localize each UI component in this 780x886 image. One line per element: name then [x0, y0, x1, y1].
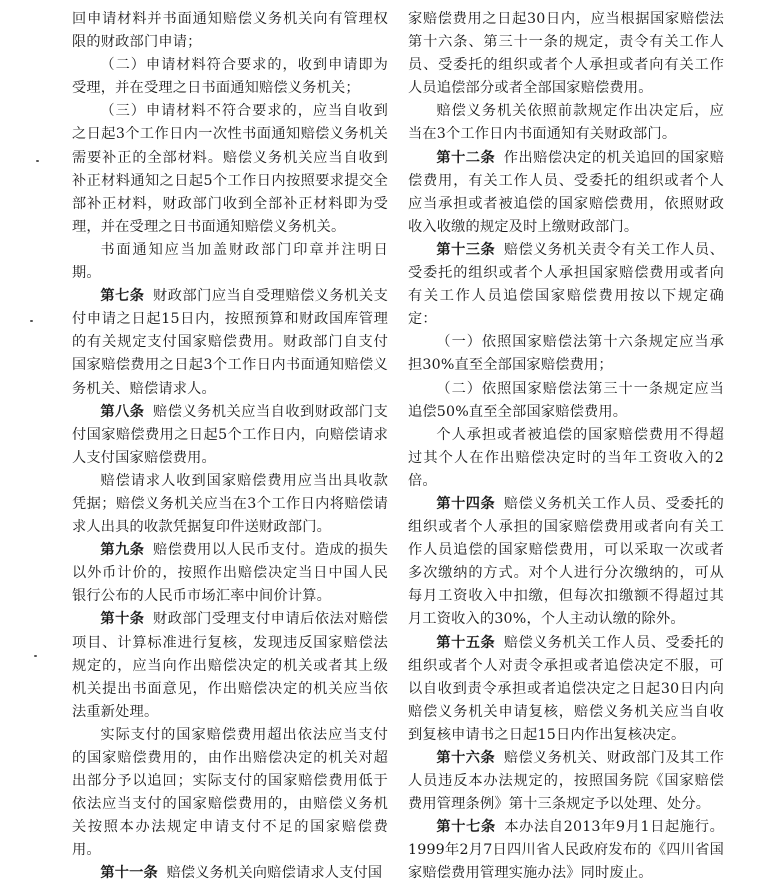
paragraph-text: 本办法自2013年9月1日起施行。1999年2月7日四川省人民政府发布的《四川省国家赔偿费用管理实施办法》同时废止。 — [408, 819, 724, 882]
article-number: 第七条 — [100, 288, 145, 305]
article-paragraph — [72, 285, 388, 400]
paragraph — [72, 724, 388, 863]
paragraph-text: 个人承担或者被追偿的国家赔偿费用不得超过其个人在作出赔偿决定时的当年工资收入的2倍。 — [408, 426, 724, 489]
paragraph — [72, 8, 388, 54]
paragraph — [408, 331, 724, 377]
paragraph-text: （三）申请材料不符合要求的，应当自收到之日起3个工作日内一次性书面通知赔偿义务机关需要补正的全部材料。赔偿义务机关应当自收到补正材料通知之日起5个工作日内按照要求提交全部补正材料，财政部门收到全部补正材料即为受理，并在受理之日书面通知赔偿义务机关。 — [72, 103, 388, 235]
paragraph-text: 作出赔偿决定的机关追回的国家赔偿费用，有关工作人员、受委托的组织或者个人应当承担或者被追偿的国家赔偿费用，依照财政收入收缴的规定及时上缴财政部门。 — [408, 149, 724, 235]
paragraph-text: 回申请材料并书面通知赔偿义务机关向有管理权限的财政部门申请； — [72, 11, 388, 51]
article-paragraph — [408, 239, 724, 331]
paragraph-text: 赔偿义务机关应当自收到财政部门支付国家赔偿费用之日起5个工作日内，向赔偿请求人支付国家赔偿费用。 — [72, 403, 388, 466]
article-paragraph — [72, 539, 388, 608]
article-paragraph — [408, 493, 724, 632]
article-number: 第九条 — [100, 542, 145, 559]
article-number: 第十五条 — [436, 634, 496, 651]
paragraph-text: 赔偿义务机关工作人员、受委托的组织或者个人对责令承担或者追偿决定不服，可以自收到责令承担或者追偿决定之日起30日内向赔偿义务机关申请复核，赔偿义务机关应当自收到复核申请书之日起15日内作出复核决定。 — [408, 634, 724, 743]
paragraph — [72, 470, 388, 539]
paragraph-text: 赔偿义务机关向赔偿请求人支付国 — [166, 865, 383, 882]
paragraph — [72, 239, 388, 285]
paragraph — [408, 8, 724, 100]
scan-speck — [36, 160, 39, 162]
paragraph-text: 赔偿义务机关责令有关工作人员、受委托的组织或者个人承担国家赔偿费用或者向有关工作人员追偿国家赔偿费用按以下规定确定： — [408, 241, 724, 328]
paragraph-text: 赔偿义务机关依照前款规定作出决定后，应当在3个工作日内书面通知有关财政部门。 — [408, 103, 724, 143]
article-number: 第十六条 — [436, 750, 496, 766]
article-number: 第十三条 — [436, 241, 496, 258]
article-paragraph — [408, 147, 724, 239]
article-number: 第十一条 — [100, 865, 158, 882]
paragraph — [408, 424, 724, 493]
article-number: 第十四条 — [436, 495, 496, 512]
article-paragraph — [408, 632, 724, 747]
article-number: 第八条 — [100, 403, 145, 420]
article-number: 第十二条 — [436, 149, 496, 166]
paragraph-text: 书面通知应当加盖财政部门印章并注明日期。 — [72, 241, 388, 282]
paragraph-text: 赔偿请求人收到国家赔偿费用应当出具收款凭据；赔偿义务机关应当在3个工作日内将赔偿请求人出具的收款凭据复印件送财政部门。 — [72, 472, 388, 536]
left-column — [72, 8, 388, 886]
paragraph-text: 赔偿费用以人民币支付。造成的损失以外币计价的，按照作出赔偿决定当日中国人民银行公布的人民币市场汇率中间价计算。 — [72, 542, 388, 605]
paragraph — [72, 100, 388, 239]
paragraph-text: （一）依照国家赔偿法第十六条规定应当承担30%直至全部国家赔偿费用； — [408, 334, 724, 374]
paragraph-text: （二）申请材料符合要求的，收到申请即为受理，并在受理之日书面通知赔偿义务机关； — [72, 57, 388, 97]
article-paragraph — [72, 608, 388, 723]
paragraph-text: 实际支付的国家赔偿费用超出依法应当支付的国家赔偿费用的，由作出赔偿决定的机关对超出部分予以追回；实际支付的国家赔偿费用低于依法应当支付的国家赔偿费用的，由赔偿义务机关按照本办法规定申请支付不足的国家赔偿费用。 — [72, 726, 388, 859]
paragraph-text: 赔偿义务机关、财政部门及其工作人员违反本办法规定的，按照国务院《国家赔偿费用管理条例》第十三条规定予以处理、处分。 — [408, 750, 724, 813]
article-number: 第十条 — [100, 611, 145, 628]
paragraph — [72, 54, 388, 100]
paragraph-text: 财政部门受理支付申请后依法对赔偿项目、计算标准进行复核，发现违反国家赔偿法规定的，应当向作出赔偿决定的机关或者其上级机关提出书面意见，作出赔偿决定的机关应当依法重新处理。 — [72, 611, 388, 720]
article-paragraph — [72, 401, 388, 470]
paragraph-text: 家赔偿费用之日起30日内，应当根据国家赔偿法第十六条、第三十一条的规定，责令有关工作人员、受委托的组织或者个人承担或者向有关工作人员追偿部分或者全部国家赔偿费用。 — [408, 11, 724, 97]
scan-speck — [30, 320, 33, 322]
paragraph-text: 赔偿义务机关工作人员、受委托的组织或者个人承担的国家赔偿费用或者向有关工作人员追偿的国家赔偿费用，可以采取一次或者多次缴纳的方式。对个人进行分次缴纳的，可从每月工资收入中扣缴，但每次扣缴额不得超过其月工资收入的30%，个人主动认缴的除外。 — [408, 495, 724, 628]
scan-speck — [34, 655, 37, 657]
paragraph-text: 财政部门应当自受理赔偿义务机关支付申请之日起15日内，按照预算和财政国库管理的有关规定支付国家赔偿费用。财政部门自支付国家赔偿费用之日起3个工作日内书面通知赔偿义务机关、赔偿请求人。 — [72, 288, 388, 397]
paragraph-text: （二）依照国家赔偿法第三十一条规定应当追偿50%直至全部国家赔偿费用。 — [408, 380, 724, 420]
paragraph — [408, 100, 724, 146]
paragraph — [408, 378, 724, 424]
article-paragraph — [72, 862, 388, 885]
article-paragraph — [408, 747, 724, 816]
right-column — [408, 8, 724, 886]
article-paragraph — [408, 816, 724, 885]
article-number: 第十七条 — [436, 819, 496, 836]
